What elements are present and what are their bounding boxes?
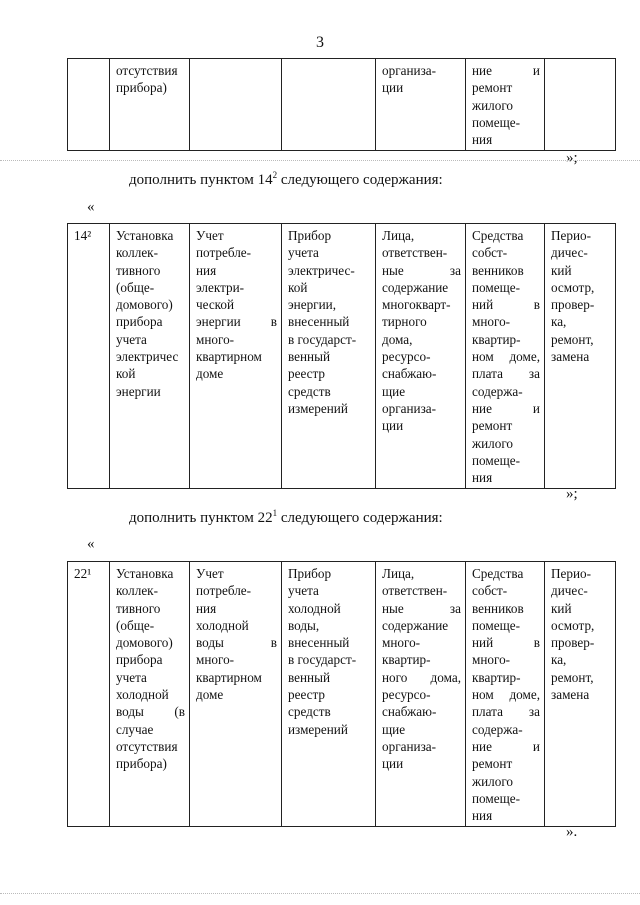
table-cell — [466, 562, 545, 827]
table-cell — [190, 224, 282, 489]
cell-line: щие — [382, 721, 406, 737]
cell-line: собст- — [472, 583, 508, 599]
cell-line: много- — [472, 652, 511, 668]
cell-line: квартирном — [196, 349, 262, 365]
cell-line: тивного — [116, 600, 161, 616]
cell-line: средств — [288, 704, 331, 720]
cell-line: отсутствия — [116, 63, 178, 78]
cell-line: (обще- — [116, 617, 155, 633]
cell-line: содержание — [382, 617, 449, 633]
cell-line: воды в — [196, 635, 277, 651]
cell-line: ния — [472, 470, 493, 486]
cell-line: в государст- — [288, 331, 357, 347]
cell-line: венников — [472, 262, 524, 278]
cell-line: Установка — [116, 566, 174, 581]
cell-line: учета — [116, 331, 147, 347]
cell-line: внесенный — [288, 635, 350, 651]
cell-line: квартир- — [472, 331, 521, 347]
cell-line: внесенный — [288, 314, 350, 330]
cell-line: кий — [551, 600, 572, 616]
cell-line: много- — [472, 314, 511, 330]
cell-line: провер- — [551, 635, 595, 651]
cell-line: ремонт — [472, 418, 513, 434]
cell-line: осмотр, — [551, 279, 595, 295]
table-cell — [282, 562, 376, 827]
cell-line: ответствен- — [382, 583, 448, 599]
cell-line: помеще- — [472, 114, 520, 130]
cell-line: квартирном — [196, 669, 262, 685]
cell-line: доме — [196, 687, 224, 703]
table-row — [68, 562, 616, 827]
cell-line: ния — [196, 262, 217, 278]
table-cell — [466, 59, 545, 151]
cell-line: ции — [382, 80, 404, 96]
cell-line: Учет — [196, 228, 224, 243]
cell-line: воды (в — [116, 704, 185, 720]
table-cell — [376, 562, 466, 827]
cell-line: холодной — [116, 687, 169, 703]
cell-line: венный — [288, 669, 331, 685]
cell-line: ресурсо- — [382, 349, 431, 365]
cell-line: много- — [196, 652, 235, 668]
cell-line: жилого — [472, 773, 514, 789]
cell-line: Установка — [116, 228, 174, 243]
cell-line: кий — [551, 262, 572, 278]
cell-line: ресурсо- — [382, 687, 431, 703]
cell-line: провер- — [551, 297, 595, 313]
cell-line: Прибор — [288, 228, 332, 243]
cell-line: ние и — [472, 738, 540, 754]
cell-line: реестр — [288, 366, 326, 382]
cell-line: прибора) — [116, 80, 167, 96]
table-row — [68, 224, 616, 489]
table-cell — [376, 224, 466, 489]
cell-line: холодной — [196, 617, 249, 633]
table-cell — [545, 59, 616, 151]
cell-line: потребле- — [196, 583, 252, 599]
cell-line: тивного — [116, 262, 161, 278]
cell-line: дичес- — [551, 583, 588, 599]
cell-line: Лица, — [382, 566, 415, 581]
table-cell — [282, 59, 376, 151]
cell-line: холодной — [288, 600, 341, 616]
table-cell — [376, 59, 466, 151]
cell-line: организа- — [382, 400, 437, 416]
cell-line: ном доме, — [472, 687, 540, 703]
scan-artifact-line — [0, 893, 640, 894]
cell-line: ного дома, — [382, 669, 461, 685]
cell-line: коллек- — [116, 245, 158, 261]
table-item-22 — [67, 561, 616, 827]
cell-line: ние и — [472, 400, 540, 416]
cell-line: ремонт — [472, 80, 513, 96]
cell-line: помеще- — [472, 617, 520, 633]
cell-line: Перио- — [551, 228, 592, 243]
table-item-14 — [67, 223, 616, 489]
cell-line: коллек- — [116, 583, 158, 599]
cell-line: ответствен- — [382, 245, 448, 261]
cell-line: помеще- — [472, 452, 520, 468]
cell-line: снабжаю- — [382, 704, 437, 720]
cell-line: отсутствия — [116, 738, 178, 754]
cell-line: жилого — [472, 97, 514, 113]
table-cell — [68, 59, 110, 151]
cell-line: тирного — [382, 314, 427, 330]
cell-line: ка, — [551, 652, 567, 668]
cell-line: доме — [196, 366, 224, 382]
cell-line: ние и — [472, 63, 540, 78]
table-cell — [466, 224, 545, 489]
cell-line: Прибор — [288, 566, 332, 581]
cell-line: помеще- — [472, 790, 520, 806]
cell-line: в государст- — [288, 652, 357, 668]
cell-line: ремонт — [472, 756, 513, 772]
cell-line: прибора — [116, 652, 163, 668]
cell-line: энергии в — [196, 314, 277, 330]
cell-line: собст- — [472, 245, 508, 261]
cell-line: случае — [116, 721, 154, 737]
table-cell — [545, 562, 616, 827]
cell-line: организа- — [382, 63, 437, 78]
cell-line: содержа- — [472, 721, 523, 737]
cell-line: много- — [196, 331, 235, 347]
cell-line: воды, — [288, 617, 320, 633]
opening-quote: « — [87, 199, 95, 215]
cell-line: дичес- — [551, 245, 588, 261]
cell-line: прибора — [116, 314, 163, 330]
table-cell — [68, 224, 110, 489]
cell-line: ные за — [382, 600, 461, 616]
cell-line: ремонт, — [551, 331, 594, 347]
table-cell — [68, 562, 110, 827]
cell-line: ния — [196, 600, 217, 616]
cell-line: плата за — [472, 704, 540, 720]
table-cell — [190, 59, 282, 151]
cell-line: квартир- — [382, 652, 431, 668]
cell-line: ния — [472, 808, 493, 824]
cell-line: учета — [288, 583, 319, 599]
cell-line: Перио- — [551, 566, 592, 581]
cell-line: кой — [288, 279, 308, 295]
cell-line: ции — [382, 756, 404, 772]
amendment-text-22: дополнить пунктом $22^1$ следующего содержания: — [129, 508, 443, 526]
cell-line: содержа- — [472, 383, 523, 399]
cell-line: многокварт- — [382, 297, 451, 313]
cell-line: электри- — [196, 279, 245, 295]
cell-line: домового) — [116, 635, 173, 651]
closing-quote: ». — [566, 824, 578, 840]
cell-line: щие — [382, 383, 406, 399]
cell-line: много- — [382, 635, 421, 651]
cell-line: помеще- — [472, 279, 520, 295]
cell-line: энергии, — [288, 297, 336, 313]
cell-line: Учет — [196, 566, 224, 581]
cell-line: электричес — [116, 349, 179, 365]
cell-line: ческой — [196, 297, 235, 313]
table-cell — [545, 224, 616, 489]
cell-line: ний в — [472, 635, 540, 651]
cell-line: плата за — [472, 366, 540, 382]
cell-line: жилого — [472, 435, 514, 451]
cell-line: кой — [116, 366, 136, 382]
cell-line: средств — [288, 383, 331, 399]
table-cell — [110, 59, 190, 151]
cell-line: дома, — [382, 331, 413, 347]
opening-quote: « — [87, 536, 95, 552]
cell-line: потребле- — [196, 245, 252, 261]
cell-line: измерений — [288, 400, 348, 416]
cell-line: учета — [288, 245, 319, 261]
cell-line: Средства — [472, 566, 524, 581]
cell-line: замена — [551, 349, 590, 365]
cell-line: 14² — [74, 228, 92, 243]
cell-line: замена — [551, 687, 590, 703]
cell-line: энергии — [116, 383, 161, 399]
cell-line: ния — [472, 132, 493, 148]
cell-line: ции — [382, 418, 404, 434]
cell-line: венников — [472, 600, 524, 616]
page-number: 3 — [316, 34, 324, 51]
cell-line: Средства — [472, 228, 524, 243]
cell-line: 22¹ — [74, 566, 92, 581]
table-cell — [110, 562, 190, 827]
cell-line: квартир- — [472, 669, 521, 685]
cell-line: учета — [116, 669, 147, 685]
cell-line: организа- — [382, 738, 437, 754]
table-cell — [110, 224, 190, 489]
table-continuation — [67, 58, 616, 151]
closing-quote: »; — [566, 486, 578, 502]
cell-line: Лица, — [382, 228, 415, 243]
closing-quote: »; — [566, 150, 578, 166]
cell-line: ном доме, — [472, 349, 540, 365]
table-cell — [190, 562, 282, 827]
cell-line: осмотр, — [551, 617, 595, 633]
cell-line: прибора) — [116, 756, 167, 772]
cell-line: электричес- — [288, 262, 355, 278]
cell-line: (обще- — [116, 279, 155, 295]
amendment-text-14: дополнить пунктом $14^2$ следующего содержания: — [129, 170, 443, 188]
cell-line: венный — [288, 349, 331, 365]
cell-line: ремонт, — [551, 669, 594, 685]
cell-line: ные за — [382, 262, 461, 278]
cell-line: реестр — [288, 687, 326, 703]
table-row — [68, 59, 616, 151]
cell-line: ка, — [551, 314, 567, 330]
scan-artifact-line — [0, 160, 640, 161]
cell-line: содержание — [382, 279, 449, 295]
table-cell — [282, 224, 376, 489]
cell-line: ний в — [472, 297, 540, 313]
cell-line: измерений — [288, 721, 348, 737]
cell-line: домового) — [116, 297, 173, 313]
cell-line: снабжаю- — [382, 366, 437, 382]
